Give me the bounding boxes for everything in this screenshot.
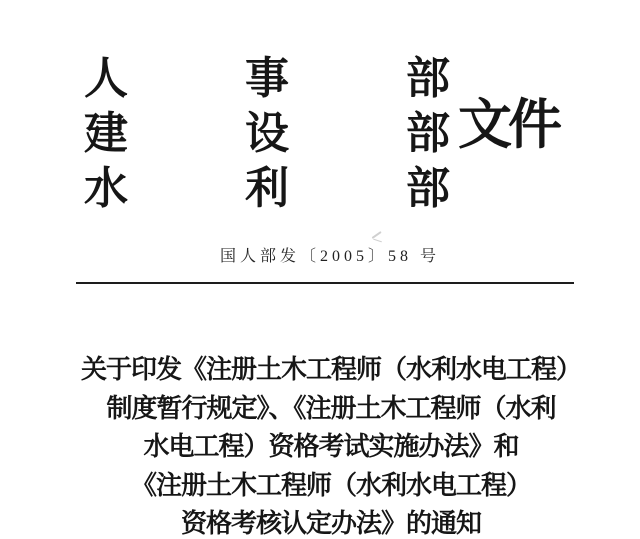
title-line: 资格考核认定办法》的通知 xyxy=(180,509,481,538)
ministry-char: 部 xyxy=(406,54,450,103)
title-line: 《注册土木工程师（水利水电工程） xyxy=(130,470,531,500)
ministry-row-water-resources xyxy=(84,161,450,216)
ministry-char: 利 xyxy=(245,164,289,213)
ministry-char: 部 xyxy=(406,109,450,158)
ministry-char: 水 xyxy=(84,164,128,213)
ministry-char: 事 xyxy=(245,54,289,103)
ministry-char: 设 xyxy=(245,109,289,158)
doc-type-label: 文件 xyxy=(458,95,558,155)
title-line: 水电工程）资格考试实施办法》和 xyxy=(143,432,519,461)
ministry-char: 人 xyxy=(84,54,128,103)
ministry-char: 部 xyxy=(406,164,450,213)
document-number: 国人部发〔2005〕58 号 xyxy=(219,248,440,265)
ministry-char: 建 xyxy=(84,109,128,158)
letterhead-divider-rule xyxy=(76,282,574,284)
letterhead-ministries xyxy=(84,51,450,216)
ministry-row-construction xyxy=(84,106,450,161)
ministry-row-personnel xyxy=(84,51,450,106)
title-line: 制度暂行规定》、《注册土木工程师（水利 xyxy=(106,393,556,423)
document-title xyxy=(0,351,640,539)
title-line: 关于印发《注册土木工程师（水利水电工程） xyxy=(80,355,581,384)
